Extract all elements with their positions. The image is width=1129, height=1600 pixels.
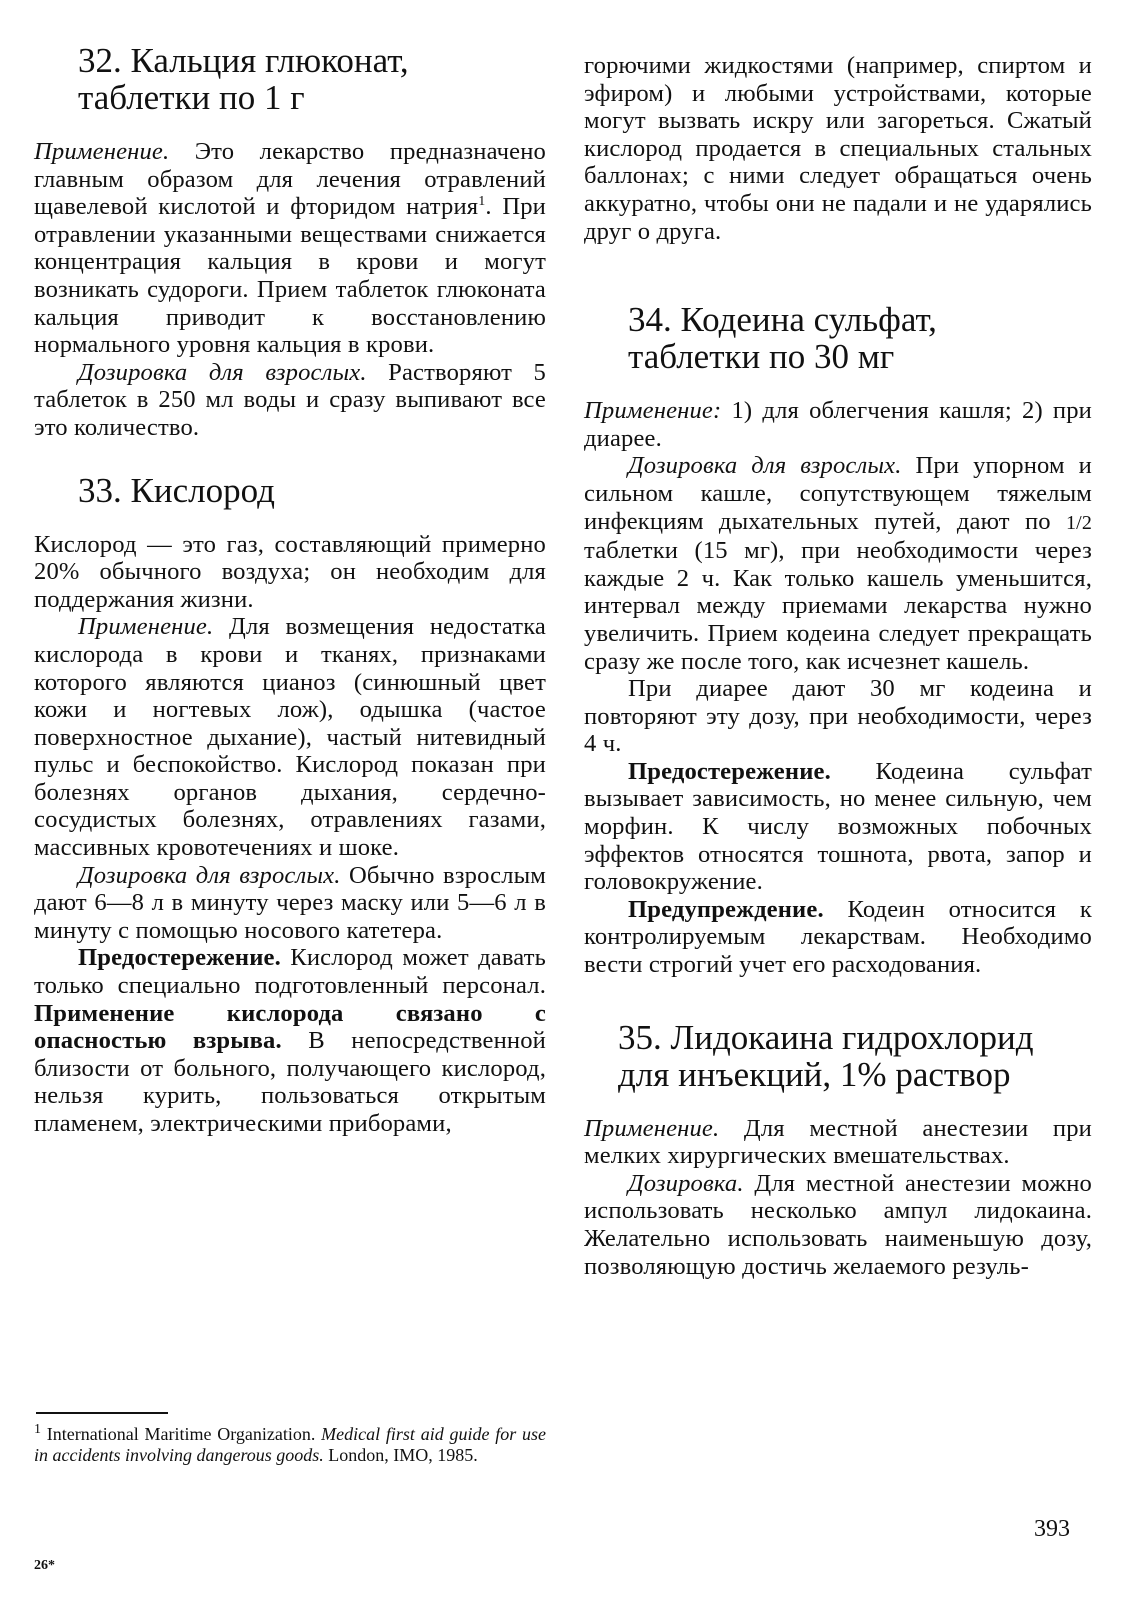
section-34-warning: Предупреждение. Кодеин относится к контролируемым лекарствам. Необходимо вести строгий учет его расходования. [584,895,1092,979]
section-34-title: 34. Кодеина сульфат, таблетки по 30 мг [628,300,937,377]
left-column [34,42,546,1138]
section-34-application: Применение: 1) для облегчения кашля; 2) при диарее. [584,397,1092,452]
section-34-diarrhea: При диарее дают 30 мг кодеина и повторяют эту дозу, при необходимости, через 4 ч. [584,675,1092,758]
section-33-title: 33. Кислород [78,470,275,510]
footnote-divider [36,1412,168,1414]
section-35-dosage: Дозировка. Для местной анестезии можно использовать несколько ампул лидокаина. Желательно использовать наименьшую дозу, позволяющую достичь желаемого резуль- [584,1169,1092,1280]
fraction-half: 1/2 [1065,511,1092,534]
section-32-application: Применение. Это лекарство предназначено главным образом для лечения отравлений щавелевой кислотой и фторидом натрия$^1$. При отравлении указанными веществами снижается концентрация кальция в крови и могут возникать судороги. Прием таблеток глюконата кальция приводит к восстановлению нормального уровня кальция в крови. [34,138,546,359]
section-33-application: Применение. Для возмещения недостатка кислорода в крови и тканях, признаками которого являются цианоз (синюшный цвет кожи и ногтевых лож), одышка (частое поверхностное дыхание), частый нитевидный пульс и беспокойство. Кислород показан при болезнях органов дыхания, сердечно-сосудистых болезнях, отравлениях газами, массивных кровотечениях и шоке. [34,613,546,862]
section-34-dosage: Дозировка для взрослых. При упорном и сильном кашле, сопутствующем тяжелым инфекциям дыхательных путей, дают по 1/2 таблетки (15 мг), при необходимости через каждые 2 ч. Как только кашель уменьшится, интервал между приемами лекарства нужно увеличить. Прием кодеина следует прекращать сразу же после того, как исчезнет кашель. [584,452,1092,675]
section-32-title: 32. Кальция глюконат, таблетки по 1 г [78,41,409,117]
page-number: 393 [1034,1516,1070,1542]
printer-signature-mark: 26* [34,1558,55,1573]
section-33-caution: Предостережение. Кислород может давать только специально подготовленный персонал. Применение кислорода связано с опасностью взрыва. В непосредственной близости от больного, получающего кислород, нельзя курить, пользоваться открытым пламенем, электрическими приборами, [34,944,546,1137]
footnote: $^1$ International Maritime Organization. Medical first aid guide for use in accidents involving dangerous goods. London, IMO, 1985. [34,1422,546,1465]
section-33-continued: горючими жидкостями (например, спиртом и эфиром) и любыми устройствами, которые могут вызвать искру или загореться. Сжатый кислород продается в специальных стальных баллонах; с ними следует обращаться очень аккуратно, чтобы они не падали и не ударялись друг о друга. [584,52,1092,245]
section-35-application: Применение. Для местной анестезии при мелких хирургических вмешательствах. [584,1114,1092,1170]
section-33-dosage: Дозировка для взрослых. Обычно взрослым дают 6—8 л в минуту через маску или 5—6 л в минуту с помощью носового катетера. [34,861,546,944]
section-32-dosage: Дозировка для взрослых. Растворяют 5 таблеток в 250 мл воды и сразу выпивают все это количество. [34,358,547,441]
section-33-intro: Кислород — это газ, составляющий примерно 20% обычного воздуха; он необходим для поддержания жизни. [34,530,546,613]
right-column [584,52,1092,1280]
footnote-ref: 1 [478,194,486,209]
section-34-caution: Предостережение. Кодеина сульфат вызывает зависимость, но менее сильную, чем морфин. К числу возможных побочных эффектов относятся тошнота, рвота, запор и головокружение. [584,757,1092,896]
section-35-title: 35. Лидокаина гидрохлорид для инъекций, 1% раствор [618,1017,1034,1094]
